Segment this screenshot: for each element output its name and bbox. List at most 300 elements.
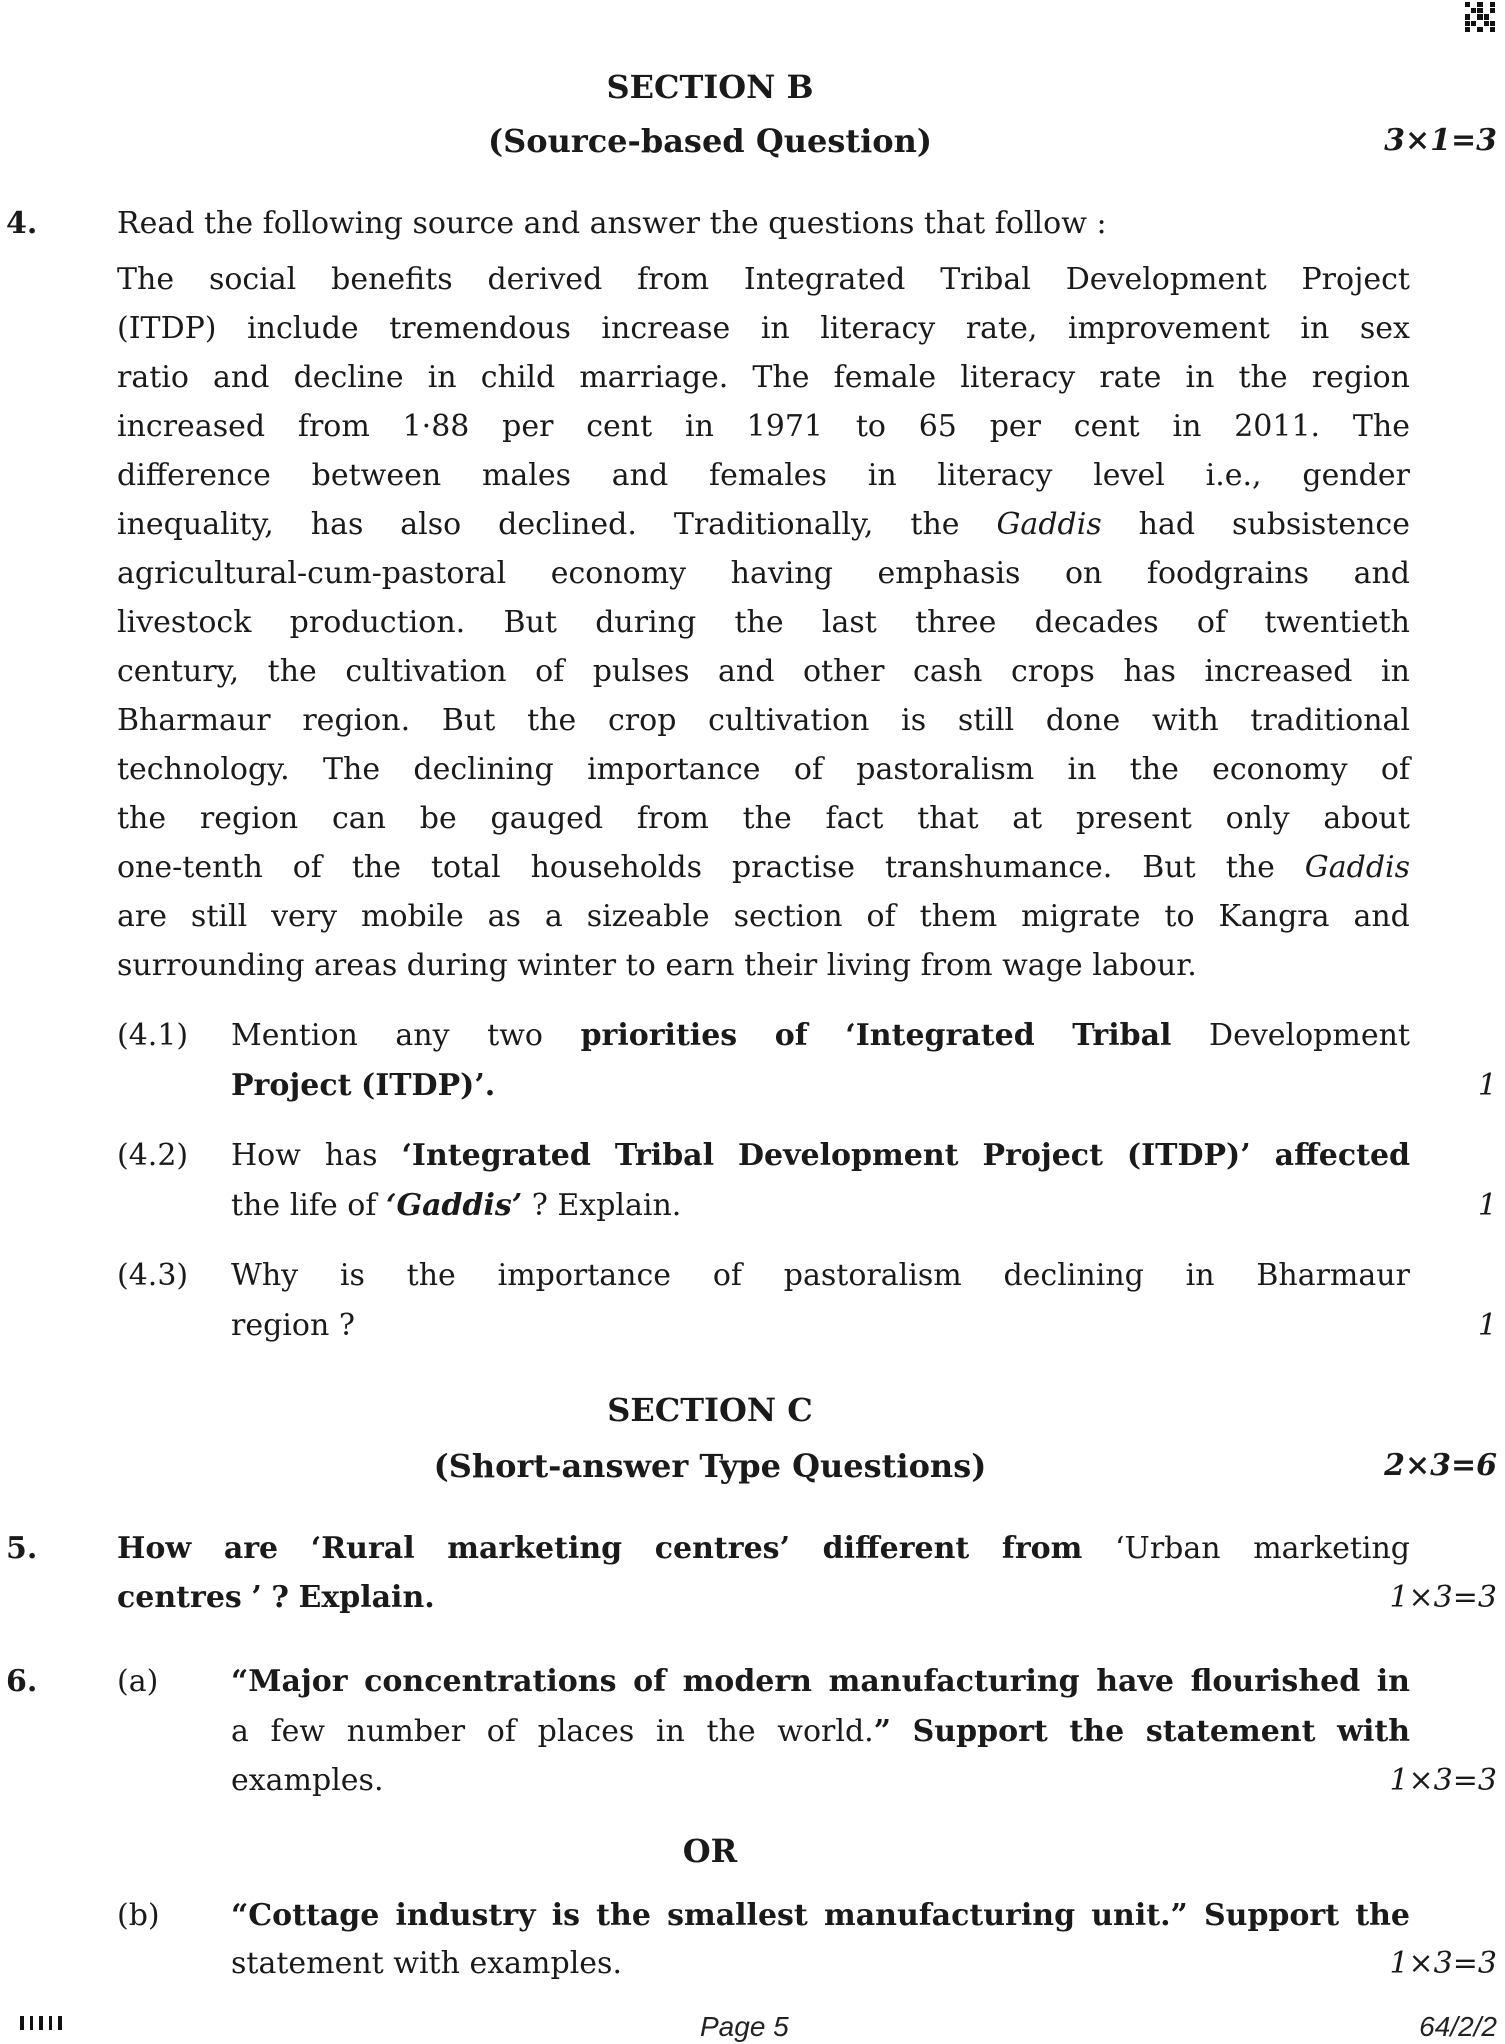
text-span: the xyxy=(117,801,167,836)
text-span: between xyxy=(311,458,442,493)
text-span: the xyxy=(203,206,254,241)
text-line xyxy=(117,407,1410,447)
text-span: done xyxy=(1045,703,1121,738)
text-span: Explain. xyxy=(557,1188,682,1223)
text-span: the xyxy=(742,801,792,836)
text-span: the xyxy=(267,654,317,689)
text-span: emphasis xyxy=(877,556,1021,591)
text-span: ? xyxy=(531,1188,548,1223)
text-span: Project xyxy=(1301,262,1410,297)
text-line xyxy=(117,897,1410,937)
text-line xyxy=(231,1712,1410,1752)
text-span: labour. xyxy=(1092,948,1197,983)
text-span: is xyxy=(901,703,927,738)
text-span: of xyxy=(486,1713,516,1749)
text-span: Tribal xyxy=(940,262,1031,297)
section-b-marks: 3×1=3 xyxy=(1384,123,1497,158)
text-span: mobile xyxy=(361,899,464,934)
text-span: social xyxy=(208,262,297,297)
text-span: places xyxy=(537,1713,635,1749)
text-span: areas xyxy=(313,948,398,983)
text-span: importance xyxy=(497,1258,672,1293)
text-span: Support xyxy=(912,1713,1048,1749)
text-span: literacy xyxy=(937,458,1053,493)
text-span: derived xyxy=(487,262,603,297)
text-span: crops xyxy=(1010,654,1095,689)
text-span: Gaddis xyxy=(996,507,1102,542)
text-span: Read xyxy=(117,206,195,241)
text-span: Explain. xyxy=(298,1580,435,1615)
section-b-title: SECTION B xyxy=(606,68,814,106)
text-span: has xyxy=(310,507,364,542)
text-span: pastoralism xyxy=(783,1258,962,1293)
text-span: few xyxy=(270,1713,326,1749)
text-span: a xyxy=(231,1713,249,1749)
subquestion-4-1-number: (4.1) xyxy=(117,1018,189,1053)
question-6b-marks: 1×3=3 xyxy=(1389,1946,1497,1981)
text-span: marketing xyxy=(1253,1531,1411,1566)
text-span: two xyxy=(487,1018,543,1053)
text-span: The xyxy=(752,360,810,395)
text-span: following xyxy=(262,206,403,241)
text-span: the xyxy=(231,1188,281,1223)
text-span: fact xyxy=(825,801,884,836)
question-5-marks: 1×3=3 xyxy=(1389,1580,1497,1615)
text-span: the xyxy=(351,850,401,885)
text-span: Tribal xyxy=(614,1138,714,1173)
text-span: subsistence xyxy=(1231,507,1410,542)
text-line xyxy=(117,652,1410,692)
text-span: “Major xyxy=(231,1664,348,1699)
text-span: child xyxy=(480,360,556,395)
subquestion-4-3-number: (4.3) xyxy=(117,1258,189,1293)
text-span: ‘Integrated xyxy=(845,1018,1035,1053)
text-span: and xyxy=(1353,899,1410,934)
text-span: and xyxy=(718,654,775,689)
text-span: the xyxy=(1225,850,1275,885)
text-span: in xyxy=(427,360,457,395)
text-span: Kangra xyxy=(1218,899,1330,934)
text-span: ‘Gaddis’ xyxy=(386,1188,523,1223)
text-span: examples. xyxy=(231,1763,384,1798)
text-span: region xyxy=(199,801,299,836)
text-span: benefits xyxy=(331,262,453,297)
text-span: can xyxy=(331,801,386,836)
text-line xyxy=(117,554,1410,594)
text-span: three xyxy=(915,605,997,640)
text-span: Project xyxy=(982,1138,1103,1173)
text-span: Development xyxy=(737,1138,959,1173)
text-span: pulses xyxy=(592,654,690,689)
text-span: in xyxy=(1185,360,1215,395)
text-span: industry xyxy=(395,1898,536,1933)
text-span: of xyxy=(535,654,565,689)
text-span: in xyxy=(1300,311,1330,346)
text-span: in xyxy=(1381,654,1410,689)
text-span: centres xyxy=(117,1580,242,1615)
text-span: the xyxy=(1069,1713,1125,1749)
text-span: Support xyxy=(1203,1898,1340,1933)
text-line xyxy=(117,946,1410,986)
text-span: sex xyxy=(1359,311,1410,346)
text-span: 1971 xyxy=(746,409,824,444)
text-span: only xyxy=(1225,801,1290,836)
text-span: How xyxy=(117,1531,192,1566)
text-span: per xyxy=(989,409,1041,444)
question-6a-label: (a) xyxy=(117,1664,159,1699)
text-span: i.e., xyxy=(1205,458,1262,493)
text-span: ratio xyxy=(117,360,189,395)
text-line xyxy=(117,358,1410,398)
text-span: Integrated xyxy=(743,262,906,297)
text-span: centres’ xyxy=(654,1531,791,1566)
text-span: present xyxy=(1076,801,1192,836)
text-span: Project xyxy=(231,1068,352,1103)
text-span: (ITDP) xyxy=(117,311,217,346)
subquestion-4-2-marks: 1 xyxy=(1477,1188,1497,1223)
text-span: 65 xyxy=(918,409,957,444)
text-span: modern xyxy=(682,1664,812,1699)
text-span: in xyxy=(867,458,897,493)
text-span: region xyxy=(1311,360,1410,395)
text-span: technology. xyxy=(117,752,290,787)
text-span: include xyxy=(247,311,359,346)
text-span: follow xyxy=(994,206,1087,241)
text-span: at xyxy=(1012,801,1043,836)
text-span: cultivation xyxy=(345,654,507,689)
text-span: from xyxy=(1001,1531,1083,1566)
section-c-subtitle: (Short-answer Type Questions) xyxy=(433,1447,987,1485)
text-span: from xyxy=(636,801,709,836)
footer-qr-icon xyxy=(20,2016,62,2030)
text-span: production. xyxy=(289,605,466,640)
text-span: is xyxy=(339,1258,365,1293)
text-span: rate, xyxy=(965,311,1038,346)
text-span: world. xyxy=(777,1713,874,1749)
question-4-number: 4. xyxy=(6,206,38,241)
text-span: decline xyxy=(293,360,404,395)
text-span: increase xyxy=(601,311,731,346)
text-span: last xyxy=(821,605,877,640)
text-span: a xyxy=(544,899,563,934)
text-span: concentrations xyxy=(364,1664,617,1699)
text-line xyxy=(117,799,1410,839)
text-span: to xyxy=(1164,899,1195,934)
text-span: very xyxy=(271,899,338,934)
text-span: (ITDP)’ xyxy=(1126,1138,1251,1173)
text-span: practise xyxy=(731,850,855,885)
text-span: also xyxy=(400,507,462,542)
text-span: and xyxy=(1353,556,1410,591)
text-span: them xyxy=(919,899,998,934)
text-span: per xyxy=(502,409,554,444)
text-span: in xyxy=(655,1713,685,1749)
text-span: region xyxy=(231,1308,330,1343)
text-span: examples. xyxy=(469,1946,622,1981)
text-span: ? xyxy=(338,1308,355,1343)
paper-code: 64/2/2 xyxy=(1419,2011,1497,2042)
text-span: improvement xyxy=(1067,311,1270,346)
text-span: have xyxy=(1096,1664,1175,1699)
text-span: ‘Rural xyxy=(310,1531,415,1566)
text-span: total xyxy=(430,850,501,885)
text-span: from xyxy=(920,948,993,983)
text-span: pastoralism xyxy=(856,752,1035,787)
text-span: from xyxy=(297,409,370,444)
text-span: importance xyxy=(587,752,761,787)
text-span: ? xyxy=(271,1580,289,1615)
text-line xyxy=(117,505,1410,545)
text-span: are xyxy=(117,899,167,934)
text-span: declined. xyxy=(498,507,637,542)
text-span: statement xyxy=(231,1946,384,1981)
text-span: of xyxy=(292,850,322,885)
text-line xyxy=(117,260,1410,300)
text-line xyxy=(117,750,1410,790)
text-span: female xyxy=(833,360,937,395)
text-span: still xyxy=(190,899,248,934)
text-span: and xyxy=(213,360,270,395)
text-span: The xyxy=(1352,409,1410,444)
text-span: the xyxy=(596,1898,651,1933)
text-span: declining xyxy=(1003,1258,1144,1293)
text-line xyxy=(117,456,1410,496)
text-span: twentieth xyxy=(1264,605,1410,640)
text-span: cent xyxy=(1073,409,1140,444)
text-line xyxy=(117,603,1410,643)
text-span: households xyxy=(530,850,702,885)
text-span: But xyxy=(1142,850,1196,885)
text-span: Development xyxy=(1065,262,1267,297)
section-b-subtitle: (Source-based Question) xyxy=(487,122,933,160)
text-span: marriage. xyxy=(579,360,729,395)
text-span: cultivation xyxy=(708,703,870,738)
text-span: wage xyxy=(1002,948,1083,983)
text-span: in xyxy=(1067,752,1097,787)
section-c-title: SECTION C xyxy=(607,1391,813,1429)
text-span: Gaddis xyxy=(1304,850,1411,885)
text-span: decades xyxy=(1034,605,1159,640)
text-span: increased xyxy=(117,409,266,444)
text-span: their xyxy=(744,948,818,983)
text-span: ‘Integrated xyxy=(401,1138,591,1173)
text-span: surrounding xyxy=(117,948,305,983)
text-span: ’ xyxy=(251,1580,262,1615)
text-span: about xyxy=(1323,801,1410,836)
text-line xyxy=(117,204,1410,244)
text-span: to xyxy=(855,409,886,444)
text-span: of xyxy=(347,1188,377,1223)
text-span: number xyxy=(346,1713,466,1749)
text-span: of xyxy=(793,752,823,787)
text-span: ” xyxy=(873,1713,891,1749)
text-span: declining xyxy=(413,752,554,787)
text-span: literacy xyxy=(960,360,1076,395)
text-line xyxy=(117,848,1410,888)
text-span: still xyxy=(957,703,1015,738)
text-span: Tribal xyxy=(1072,1018,1172,1053)
text-line xyxy=(117,309,1410,349)
text-span: economy xyxy=(550,556,687,591)
text-span: living xyxy=(826,948,912,983)
text-span: life xyxy=(289,1188,338,1223)
text-span: “Cottage xyxy=(231,1898,380,1933)
text-span: statement xyxy=(1145,1713,1316,1749)
text-span: has xyxy=(324,1138,378,1173)
text-span: century, xyxy=(117,654,240,689)
text-span: has xyxy=(1123,654,1176,689)
text-span: foodgrains xyxy=(1146,556,1310,591)
text-span: Mention xyxy=(231,1018,358,1053)
text-span: cent xyxy=(586,409,653,444)
subquestion-4-3-marks: 1 xyxy=(1477,1308,1497,1343)
text-span: source xyxy=(412,206,515,241)
text-line xyxy=(231,1256,1410,1296)
text-span: Development xyxy=(1209,1018,1410,1053)
text-span: other xyxy=(802,654,885,689)
text-span: gender xyxy=(1302,458,1410,493)
text-span: unit.” xyxy=(1091,1898,1188,1933)
text-span: as xyxy=(487,899,521,934)
text-span: traditional xyxy=(1250,703,1411,738)
text-span: the xyxy=(406,1258,456,1293)
text-span: : xyxy=(1096,206,1107,241)
text-span: But xyxy=(503,605,557,640)
question-6b-label: (b) xyxy=(117,1898,160,1933)
text-span: 1·88 xyxy=(402,409,470,444)
text-span: of xyxy=(866,899,896,934)
question-6a-marks: 1×3=3 xyxy=(1389,1763,1497,1798)
text-span: difference xyxy=(117,458,271,493)
text-span: of xyxy=(712,1258,743,1293)
text-span: had xyxy=(1138,507,1196,542)
text-span: affected xyxy=(1274,1138,1411,1173)
text-span: are xyxy=(223,1531,279,1566)
text-span: having xyxy=(730,556,833,591)
text-span: during xyxy=(595,605,697,640)
text-span: manufacturing xyxy=(823,1898,1076,1933)
page-number: Page 5 xyxy=(700,2011,789,2042)
text-span: But xyxy=(441,703,496,738)
text-span: and xyxy=(611,458,669,493)
text-span: tremendous xyxy=(389,311,571,346)
text-span: manufacturing xyxy=(828,1664,1080,1699)
text-span: the xyxy=(734,605,784,640)
subquestion-4-2-number: (4.2) xyxy=(117,1138,189,1173)
text-span: on xyxy=(1064,556,1103,591)
text-span: from xyxy=(637,262,710,297)
text-span: Why xyxy=(231,1258,299,1293)
text-span: in xyxy=(1185,1258,1215,1293)
text-span: marketing xyxy=(447,1531,623,1566)
text-span: to xyxy=(625,948,656,983)
text-span: Bharmaur xyxy=(1256,1258,1410,1293)
text-span: How xyxy=(231,1138,301,1173)
text-span: with xyxy=(1337,1713,1411,1749)
text-span: earn xyxy=(665,948,735,983)
text-span: inequality, xyxy=(117,507,274,542)
text-span: cash xyxy=(913,654,983,689)
text-span: with xyxy=(393,1946,460,1981)
text-span: one-tenth xyxy=(117,850,263,885)
text-span: that xyxy=(923,206,986,241)
text-span: The xyxy=(322,752,381,787)
text-line xyxy=(231,1662,1410,1702)
text-span: agricultural-cum-pastoral xyxy=(117,556,507,591)
text-span: livestock xyxy=(117,605,252,640)
text-line xyxy=(231,1186,1410,1226)
text-span: the xyxy=(709,206,759,241)
text-span: gauged xyxy=(490,801,604,836)
text-span: Bharmaur xyxy=(117,703,271,738)
text-span: winter xyxy=(517,948,617,983)
text-span: flourished xyxy=(1190,1664,1361,1699)
question-5-number: 5. xyxy=(6,1531,38,1566)
text-span: literacy xyxy=(820,311,936,346)
text-span: priorities xyxy=(580,1018,738,1053)
text-span: increased xyxy=(1204,654,1353,689)
text-span: the xyxy=(527,703,577,738)
text-span: section xyxy=(733,899,843,934)
text-line xyxy=(231,1066,1410,1106)
text-span: of xyxy=(1380,752,1410,787)
text-span: (ITDP)’. xyxy=(361,1068,496,1103)
text-span: the xyxy=(1129,752,1179,787)
text-line xyxy=(231,1136,1410,1176)
text-span: smallest xyxy=(667,1898,808,1933)
text-span: males xyxy=(481,458,572,493)
text-span: the xyxy=(910,507,960,542)
text-span: in xyxy=(1376,1664,1410,1699)
text-span: Traditionally, xyxy=(673,507,874,542)
text-span: crop xyxy=(607,703,677,738)
text-span: migrate xyxy=(1021,899,1141,934)
text-span: region. xyxy=(302,703,411,738)
text-span: be xyxy=(419,801,457,836)
text-span: ‘Urban xyxy=(1115,1531,1221,1566)
text-line xyxy=(231,1016,1410,1056)
text-span: with xyxy=(1152,703,1219,738)
text-span: 2011. xyxy=(1234,409,1321,444)
text-line xyxy=(117,1578,1410,1618)
text-span: of xyxy=(1196,605,1227,640)
text-span: the xyxy=(1355,1898,1411,1933)
text-span: the xyxy=(1238,360,1288,395)
text-span: of xyxy=(774,1018,808,1053)
text-span: rate xyxy=(1099,360,1162,395)
question-6-number: 6. xyxy=(6,1664,38,1699)
text-span: sizeable xyxy=(586,899,710,934)
text-line xyxy=(117,1529,1410,1569)
text-span: answer xyxy=(589,206,701,241)
text-span: different xyxy=(822,1531,970,1566)
text-line xyxy=(231,1944,1410,1984)
text-span: economy xyxy=(1212,752,1348,787)
qr-code-icon xyxy=(1465,2,1495,32)
text-span: during xyxy=(406,948,508,983)
text-span: questions xyxy=(768,206,915,241)
text-span: any xyxy=(395,1018,450,1053)
text-span: of xyxy=(633,1664,666,1699)
text-line xyxy=(117,701,1410,741)
text-span: The xyxy=(117,262,175,297)
text-span: transhumance. xyxy=(884,850,1113,885)
text-span: females xyxy=(709,458,827,493)
text-span: level xyxy=(1093,458,1165,493)
text-span: and xyxy=(523,206,581,241)
section-c-marks: 2×3=6 xyxy=(1384,1448,1497,1483)
text-span: in xyxy=(760,311,790,346)
